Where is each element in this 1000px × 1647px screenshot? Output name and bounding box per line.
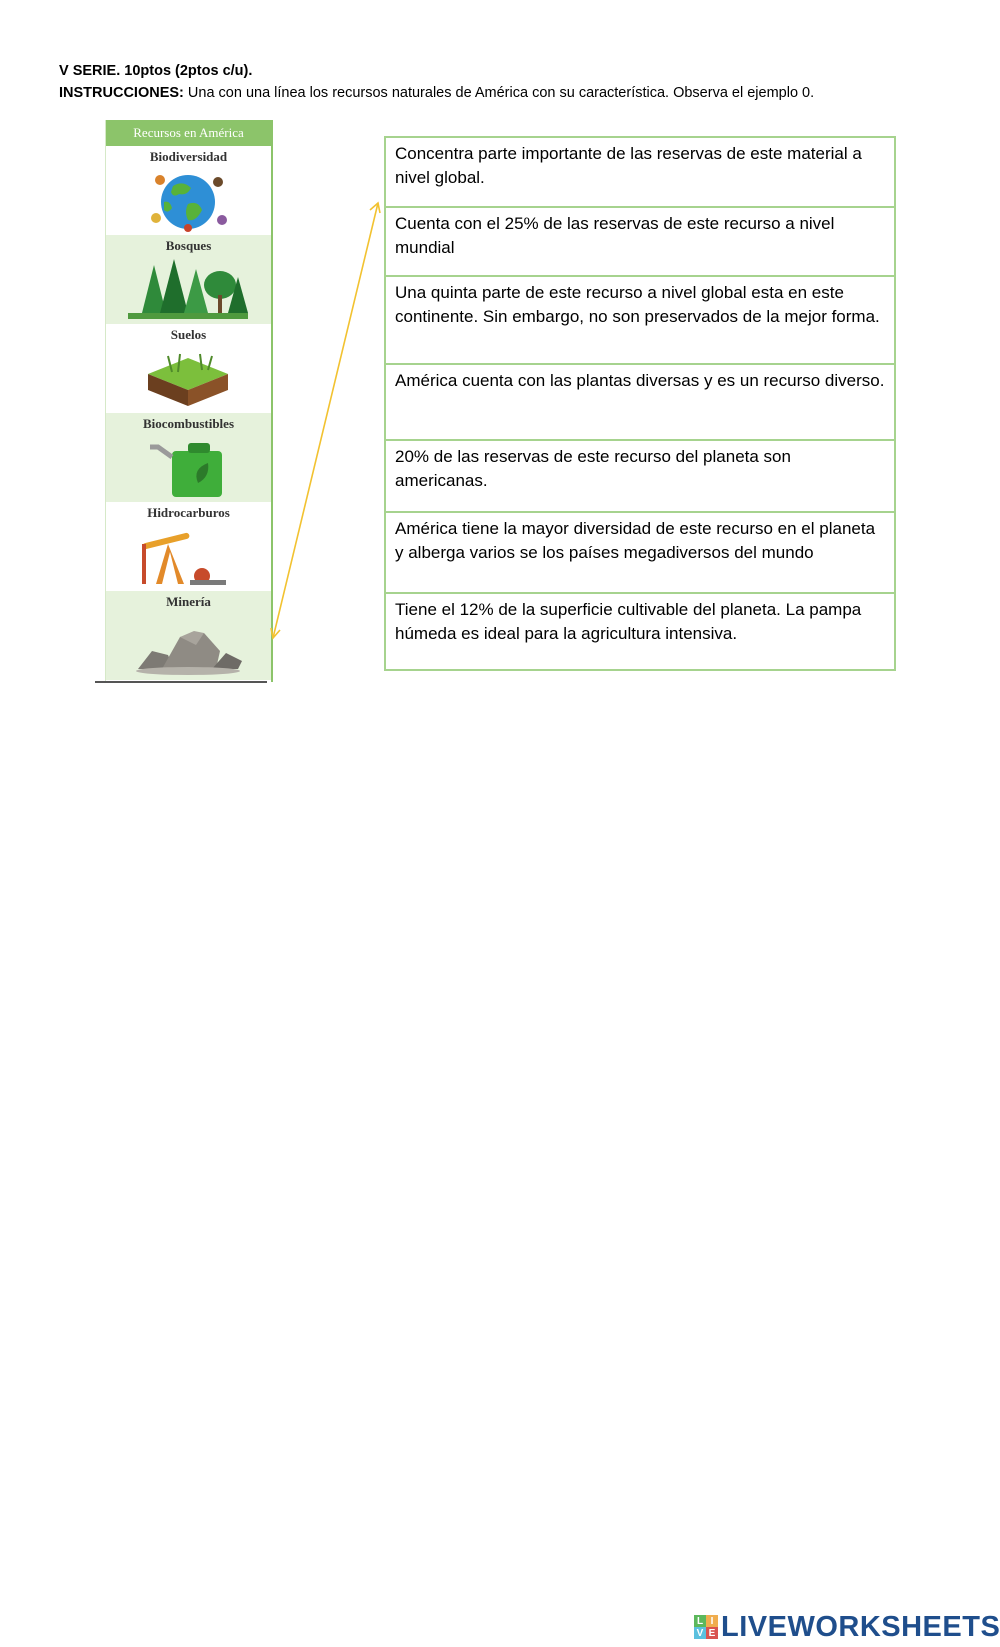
instructions-text: Una con una línea los recursos naturales de América con su característica. Observa el ejemplo 0.: [183, 85, 815, 101]
liveworksheets-logo: [694, 1610, 1000, 1644]
live-badge-icon: L I V E: [694, 1615, 718, 1639]
resource-label: Biodiversidad: [149, 149, 228, 164]
description-box-7[interactable]: Tiene el 12% de la superficie cultivable del planeta. La pampa húmeda es ideal para la agricultura intensiva.: [395, 600, 862, 643]
resource-label: Bosques: [165, 238, 212, 253]
logo-text: LIVEWORKSHEETS: [721, 1610, 1000, 1643]
description-box-6[interactable]: América tiene la mayor diversidad de este recurso en el planeta y alberga varios se los países megadiversos del mundo: [386, 513, 894, 594]
description-box-2[interactable]: Cuenta con el 25% de las reservas de este recurso a nivel mundial: [386, 208, 894, 277]
resource-label: Biocombustibles: [142, 416, 234, 431]
instructions-label: INSTRUCCIONES:: [59, 85, 184, 101]
series-title: V SERIE. 10ptos (2ptos c/u).: [59, 63, 253, 79]
description-box-5[interactable]: 20% de las reservas de este recurso del planeta son americanas.: [386, 441, 894, 513]
description-box-4[interactable]: América cuenta con las plantas diversas y es un recurso diverso.: [386, 365, 894, 441]
resource-label: Suelos: [170, 327, 207, 342]
description-box-3[interactable]: Una quinta parte de este recurso a nivel global esta en este continente. Sin embargo, no son preservados de la mejor forma.: [386, 277, 894, 365]
description-box-1[interactable]: Concentra parte importante de las reservas de este material a nivel global.: [386, 138, 894, 208]
resource-label: Hidrocarburos: [147, 505, 230, 520]
resource-label: Minería: [166, 594, 211, 609]
resources-title: Recursos en América: [106, 120, 271, 146]
